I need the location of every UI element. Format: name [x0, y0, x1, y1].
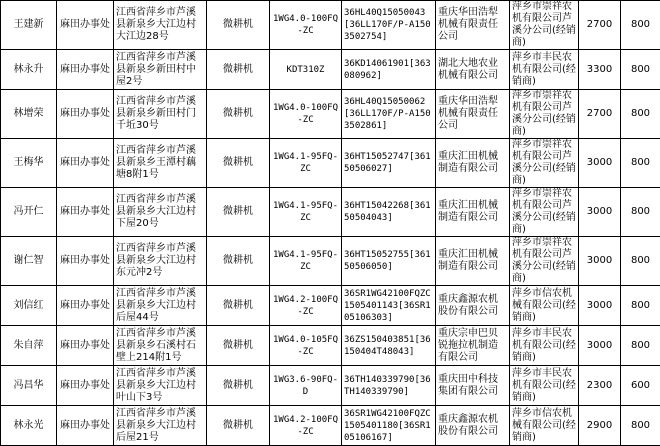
office-cell: 麻田办事处	[57, 286, 114, 326]
model-cell: 1WG4.2-100FQ-ZC	[270, 286, 342, 326]
manufacturer-cell: 重庆汇田机械制造有限公司	[436, 237, 510, 286]
manufacturer-cell: 重庆汇田机械制造有限公司	[436, 139, 510, 188]
office-cell: 麻田办事处	[57, 406, 114, 446]
dealer-cell: 萍乡市丰民农机有限公司(经销商)	[510, 366, 579, 406]
office-cell: 麻田办事处	[57, 1, 114, 50]
price-cell: 3000	[579, 326, 621, 366]
subsidy-cell: 800	[621, 237, 660, 286]
owner-name-cell: 林增荣	[1, 90, 57, 139]
serial-number-cell: 36HL40Q15050043[36LL170F/P-A1503502754]	[342, 1, 436, 50]
office-cell: 麻田办事处	[57, 139, 114, 188]
serial-number-cell: 36ZS150403851[36150404T48043]	[342, 326, 436, 366]
address-cell: 江西省萍乡市芦溪县新泉乡王潭村藕塘8附1号	[114, 139, 207, 188]
subsidy-cell: 800	[621, 139, 660, 188]
address-cell: 江西省萍乡市芦溪县新泉乡大江边村下屋20号	[114, 188, 207, 237]
subsidy-cell: 800	[621, 406, 660, 446]
office-cell: 麻田办事处	[57, 188, 114, 237]
table-row	[1, 188, 660, 237]
table-row	[1, 90, 660, 139]
manufacturer-cell: 重庆宗申巴贝锐拖拉机制造有限公司	[436, 326, 510, 366]
model-cell: 1WG4.0-100FQ-ZC	[270, 1, 342, 50]
machine-type-cell: 微耕机	[207, 139, 270, 188]
machine-type-cell: 微耕机	[207, 237, 270, 286]
office-cell: 麻田办事处	[57, 326, 114, 366]
machine-type-cell: 微耕机	[207, 90, 270, 139]
address-cell: 江西省萍乡市芦溪县新泉乡石溪村石壁上214附1号	[114, 326, 207, 366]
manufacturer-cell: 湖北大地农业机械有限公司	[436, 50, 510, 90]
subsidy-cell: 800	[621, 1, 660, 50]
price-cell: 3000	[579, 139, 621, 188]
owner-name-cell: 王梅华	[1, 139, 57, 188]
owner-name-cell: 王建新	[1, 1, 57, 50]
dealer-cell: 萍乡市信农机械有限公司(经销商)	[510, 286, 579, 326]
owner-name-cell: 冯开仁	[1, 188, 57, 237]
subsidy-cell: 800	[621, 90, 660, 139]
manufacturer-cell: 重庆鑫源农机股份有限公司	[436, 406, 510, 446]
machine-type-cell: 微耕机	[207, 366, 270, 406]
table-row	[1, 237, 660, 286]
address-cell: 江西省萍乡市芦溪县新泉乡大江边村东元冲2号	[114, 237, 207, 286]
office-cell: 麻田办事处	[57, 90, 114, 139]
manufacturer-cell: 重庆华田浩犁机械有限责任公司	[436, 90, 510, 139]
model-cell: 1WG4.0-105FQ-ZC	[270, 326, 342, 366]
table-row	[1, 406, 660, 446]
model-cell: 1WG3.6-90FQ-D	[270, 366, 342, 406]
table-row	[1, 286, 660, 326]
price-cell: 2700	[579, 90, 621, 139]
owner-name-cell: 谢仁智	[1, 237, 57, 286]
subsidy-cell: 800	[621, 188, 660, 237]
manufacturer-cell: 重庆田中科技集团有限公司	[436, 366, 510, 406]
serial-number-cell: 36SR1WG42100FQZC1505401180[36SR105106167]	[342, 406, 436, 446]
owner-name-cell: 林永升	[1, 50, 57, 90]
address-cell: 江西省萍乡市芦溪县新泉乡大江边村后屋21号	[114, 406, 207, 446]
subsidy-cell: 800	[621, 326, 660, 366]
owner-name-cell: 朱自萍	[1, 326, 57, 366]
dealer-cell: 萍乡市崇祥农机有限公司芦溪分公司(经销商)	[510, 188, 579, 237]
owner-name-cell: 冯昌华	[1, 366, 57, 406]
table-row	[1, 366, 660, 406]
serial-number-cell: 36HL40Q15050062[36LL170F/P-A1503502861]	[342, 90, 436, 139]
machine-type-cell: 微耕机	[207, 326, 270, 366]
dealer-cell: 萍乡市崇祥农机有限公司芦溪分公司(经销商)	[510, 90, 579, 139]
model-cell: 1WG4.1-95FQ-ZC	[270, 237, 342, 286]
model-cell: KDT310Z	[270, 50, 342, 90]
office-cell: 麻田办事处	[57, 50, 114, 90]
model-cell: 1WG4.1-95FQ-ZC	[270, 139, 342, 188]
price-cell: 3000	[579, 188, 621, 237]
serial-number-cell: 36KD14061901[363080962]	[342, 50, 436, 90]
manufacturer-cell: 重庆汇田机械制造有限公司	[436, 188, 510, 237]
subsidy-cell: 800	[621, 50, 660, 90]
price-cell: 2300	[579, 366, 621, 406]
price-cell: 3000	[579, 237, 621, 286]
address-cell: 江西省萍乡市芦溪县新泉乡大江边村后屋44号	[114, 286, 207, 326]
address-cell: 江西省萍乡市芦溪县新泉乡新田村中屋2号	[114, 50, 207, 90]
machine-type-cell: 微耕机	[207, 50, 270, 90]
machine-type-cell: 微耕机	[207, 188, 270, 237]
machine-type-cell: 微耕机	[207, 406, 270, 446]
table-row	[1, 326, 660, 366]
dealer-cell: 萍乡市崇祥农机有限公司芦溪分公司(经销商)	[510, 139, 579, 188]
price-cell: 3300	[579, 50, 621, 90]
price-cell: 3000	[579, 286, 621, 326]
dealer-cell: 萍乡市崇祥农机有限公司芦溪分公司(经销商)	[510, 1, 579, 50]
manufacturer-cell: 重庆华田浩犁机械有限责任公司	[436, 1, 510, 50]
model-cell: 1WG4.2-100FQ-ZC	[270, 406, 342, 446]
dealer-cell: 萍乡市信农机械有限公司(经销商)	[510, 406, 579, 446]
serial-number-cell: 36HT15052747[36150506027]	[342, 139, 436, 188]
address-cell: 江西省萍乡市芦溪县新泉乡新田村门千坵30号	[114, 90, 207, 139]
price-cell: 2900	[579, 406, 621, 446]
table-row	[1, 50, 660, 90]
dealer-cell: 萍乡市崇祥农机有限公司芦溪分公司(经销商)	[510, 237, 579, 286]
table-body	[1, 1, 660, 446]
machine-type-cell: 微耕机	[207, 286, 270, 326]
office-cell: 麻田办事处	[57, 237, 114, 286]
subsidy-cell: 600	[621, 366, 660, 406]
address-cell: 江西省萍乡市芦溪县新泉乡大江边村叶山下3号	[114, 366, 207, 406]
serial-number-cell: 36HT15042268[36150504043]	[342, 188, 436, 237]
serial-number-cell: 36HT15052755[36150506050]	[342, 237, 436, 286]
dealer-cell: 萍乡市丰民农机有限公司(经销商)	[510, 50, 579, 90]
model-cell: 1WG4.1-95FQ-ZC	[270, 188, 342, 237]
machine-type-cell: 微耕机	[207, 1, 270, 50]
serial-number-cell: 36TH140339790[36TH140339790]	[342, 366, 436, 406]
serial-number-cell: 36SR1WG42100FQZC1505401143[36SR105106303]	[342, 286, 436, 326]
owner-name-cell: 刘信红	[1, 286, 57, 326]
model-cell: 1WG4.0-100FQ-ZC	[270, 90, 342, 139]
address-cell: 江西省萍乡市芦溪县新泉乡大江边村大江边28号	[114, 1, 207, 50]
table-row	[1, 1, 660, 50]
price-cell: 2700	[579, 1, 621, 50]
dealer-cell: 萍乡市丰民农机有限公司(经销商)	[510, 326, 579, 366]
subsidy-cell: 800	[621, 286, 660, 326]
office-cell: 麻田办事处	[57, 366, 114, 406]
manufacturer-cell: 重庆鑫源农机股份有限公司	[436, 286, 510, 326]
owner-name-cell: 林永光	[1, 406, 57, 446]
table-row	[1, 139, 660, 188]
